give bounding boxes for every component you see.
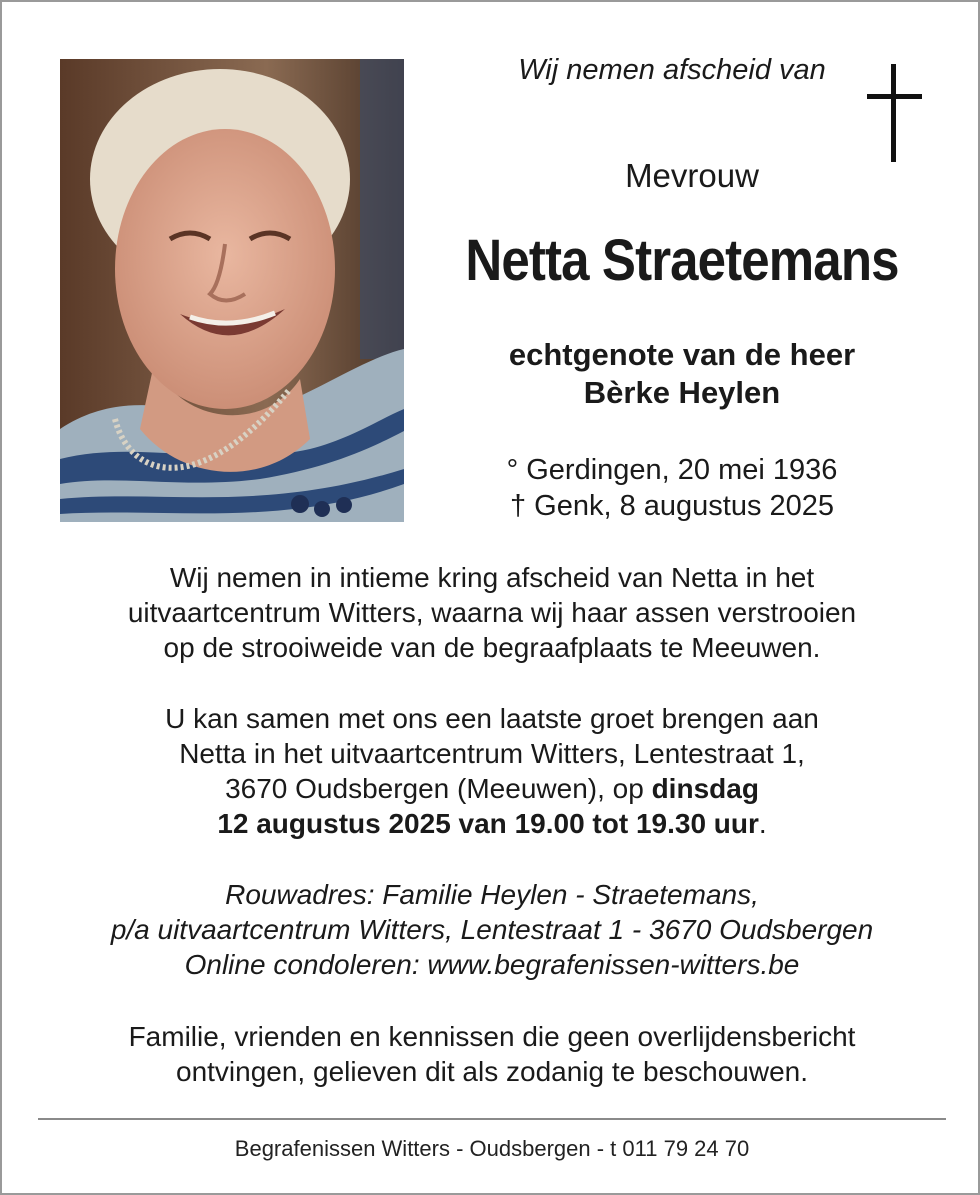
text-segment: 3670 Oudsbergen (Meeuwen), op — [225, 773, 652, 804]
text-line: op de strooiweide van de begraafplaats te Meeuwen. — [163, 632, 821, 663]
visitation-day: dinsdag — [651, 773, 759, 804]
portrait-illustration — [60, 59, 404, 522]
visitation-datetime: 12 augustus 2025 van 19.00 tot 19.30 uur — [217, 808, 759, 839]
salutation: Mevrouw — [625, 157, 759, 194]
text-segment: . — [758, 808, 767, 839]
spouse-info — [412, 336, 952, 412]
farewell-paragraph — [42, 560, 942, 665]
spouse-line-1: echtgenote van de heer — [508, 337, 856, 372]
life-dates — [402, 452, 942, 524]
text-line: uitvaartcentrum Witters, waarna wij haar assen verstrooien — [127, 597, 857, 628]
death-date: † Genk, 8 augustus 2025 — [509, 490, 835, 522]
birth-date: ° Gerdingen, 20 mei 1936 — [506, 454, 838, 486]
spouse-name: Bèrke Heylen — [583, 375, 781, 410]
mourning-address: Rouwadres: Familie Heylen - Straetemans, — [225, 879, 759, 910]
intro-line: Wij nemen afscheid van — [518, 54, 826, 86]
online-condolence: Online condoleren: www.begrafenissen-witters.be — [184, 949, 800, 980]
text-line: Wij nemen in intieme kring afscheid van Netta in het — [169, 562, 815, 593]
cross-icon — [864, 64, 926, 162]
contact-paragraph — [42, 877, 942, 982]
text-line — [42, 771, 942, 806]
mourning-address-detail: p/a uitvaartcentrum Witters, Lentestraat 1 - 3670 Oudsbergen — [110, 914, 874, 945]
footer-divider — [38, 1118, 946, 1120]
text-line: ontvingen, gelieven dit als zodanig te beschouwen. — [176, 1056, 808, 1087]
notice-paragraph — [42, 1019, 942, 1089]
deceased-name: Netta Straetemans — [465, 228, 899, 293]
text-line: Netta in het uitvaartcentrum Witters, Lentestraat 1, — [179, 738, 805, 769]
text-line: Familie, vrienden en kennissen die geen overlijdensbericht — [128, 1021, 856, 1052]
text-line: U kan samen met ons een laatste groet brengen aan — [165, 703, 819, 734]
funeral-home-footer: Begrafenissen Witters - Oudsbergen - t 011 79 24 70 — [234, 1136, 750, 1161]
text-line — [42, 806, 942, 841]
visitation-paragraph — [42, 701, 942, 841]
portrait-photo — [60, 59, 404, 522]
